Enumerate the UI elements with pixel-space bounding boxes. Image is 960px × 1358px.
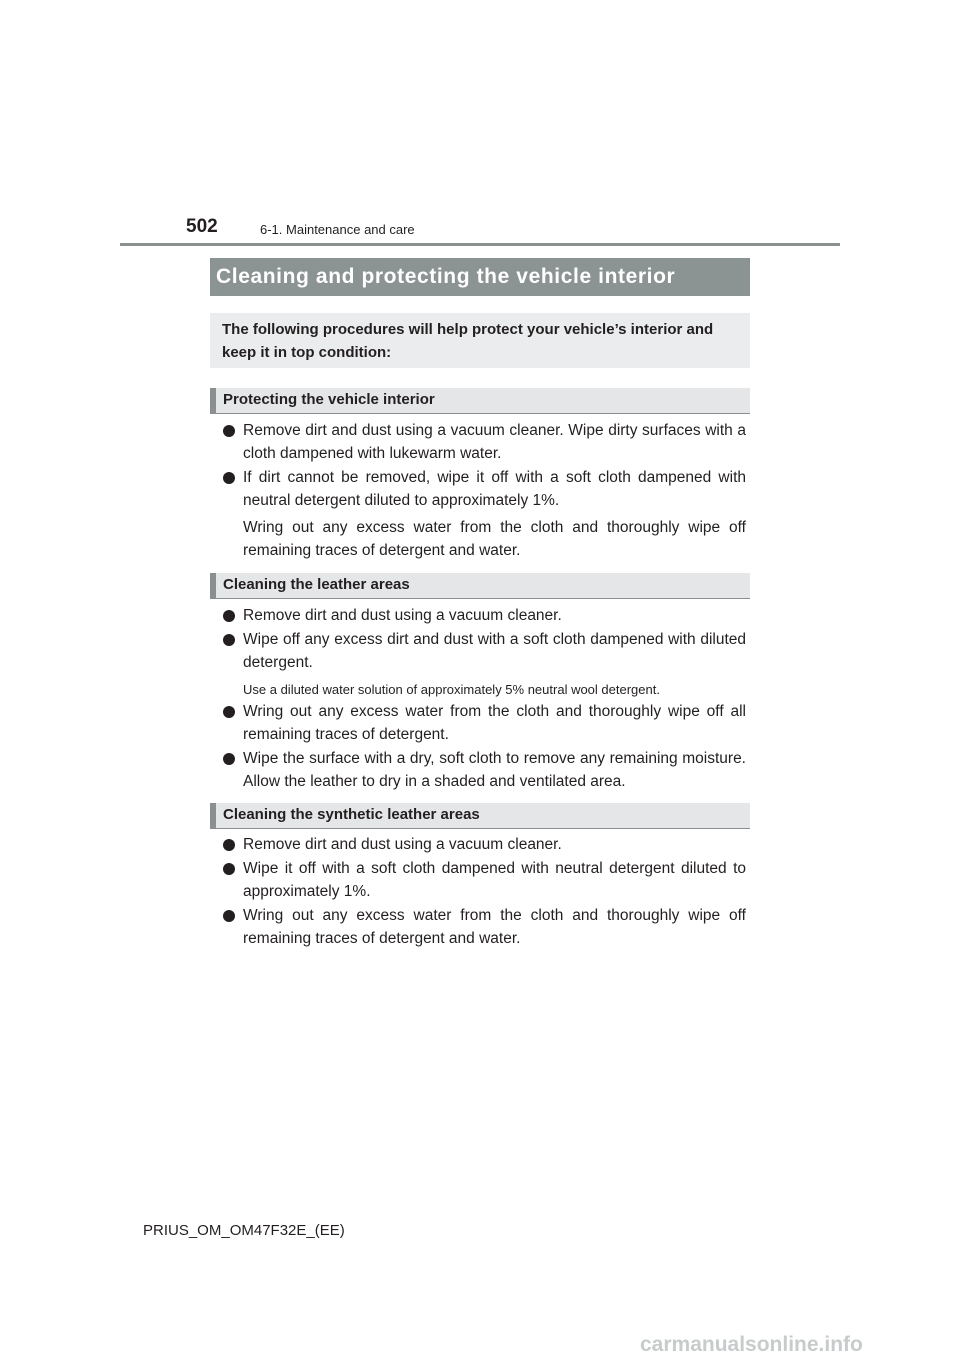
list-item [222,857,746,903]
list-item-text: Wipe off any excess dirt and dust with a soft cloth dampened with diluted detergent. [243,631,746,671]
bullet-icon [223,472,235,484]
page-number: 502 [186,216,218,237]
bullet-icon [223,610,235,622]
subheading-bar [210,388,216,413]
list-item-text: Wipe it off with a soft cloth dampened with neutral detergent diluted to approximately 1%. [243,860,746,900]
list-item [222,747,746,793]
subheading-text: Cleaning the synthetic leather areas [223,806,480,823]
list-item-note: Use a diluted water solution of approximately 5% neutral wool detergent. [243,682,660,697]
section-synthetic-leather-areas [222,833,746,951]
list-item-text: Wipe the surface with a dry, soft cloth to remove any remaining moisture. Allow the leather to dry in a shaded and ventilated area. [243,750,746,790]
header-rule [120,243,840,246]
document-code: PRIUS_OM_OM47F32E_(EE) [143,1222,345,1239]
intro-box: The following procedures will help protect your vehicle’s interior and keep it in top condition: [210,313,750,368]
bullet-icon [223,839,235,851]
subheading-text: Cleaning the leather areas [223,576,410,593]
bullet-icon [223,634,235,646]
list-item-text: Wring out any excess water from the cloth and thoroughly wipe off all remaining traces of detergent. [243,703,746,743]
list-item-text: If dirt cannot be removed, wipe it off with a soft cloth dampened with neutral detergent diluted to approximately 1%. [243,469,746,509]
watermark: carmanualsonline.info [640,1333,863,1356]
bullet-icon [223,753,235,765]
bullet-icon [223,706,235,718]
page-title: Cleaning and protecting the vehicle interior [210,258,750,296]
section-leather-areas [222,604,746,794]
list-item-text: Remove dirt and dust using a vacuum cleaner. Wipe dirty surfaces with a cloth dampened with lukewarm water. [243,422,746,462]
list-item-subparagraph: Wring out any excess water from the cloth and thoroughly wipe off remaining traces of detergent and water. [243,519,746,559]
subheading-synthetic-leather-areas [210,803,750,829]
list-item-text: Remove dirt and dust using a vacuum cleaner. [243,607,562,624]
subheading-bar [210,573,216,598]
list-item-text: Remove dirt and dust using a vacuum cleaner. [243,836,562,853]
list-item [222,628,746,674]
list-item [222,904,746,950]
list-item [222,833,746,856]
list-item-text: Wring out any excess water from the cloth and thoroughly wipe off remaining traces of detergent and water. [243,907,746,947]
list-item [222,700,746,746]
section-protecting-interior [222,419,746,563]
subheading-protecting-interior [210,388,750,414]
subheading-bar [210,803,216,828]
section-label: 6-1. Maintenance and care [260,222,415,237]
bullet-icon [223,863,235,875]
subheading-text: Protecting the vehicle interior [223,391,435,408]
bullet-icon [223,425,235,437]
bullet-icon [223,910,235,922]
list-item [222,419,746,465]
list-item [222,604,746,627]
list-item [222,466,746,512]
subheading-leather-areas [210,573,750,599]
